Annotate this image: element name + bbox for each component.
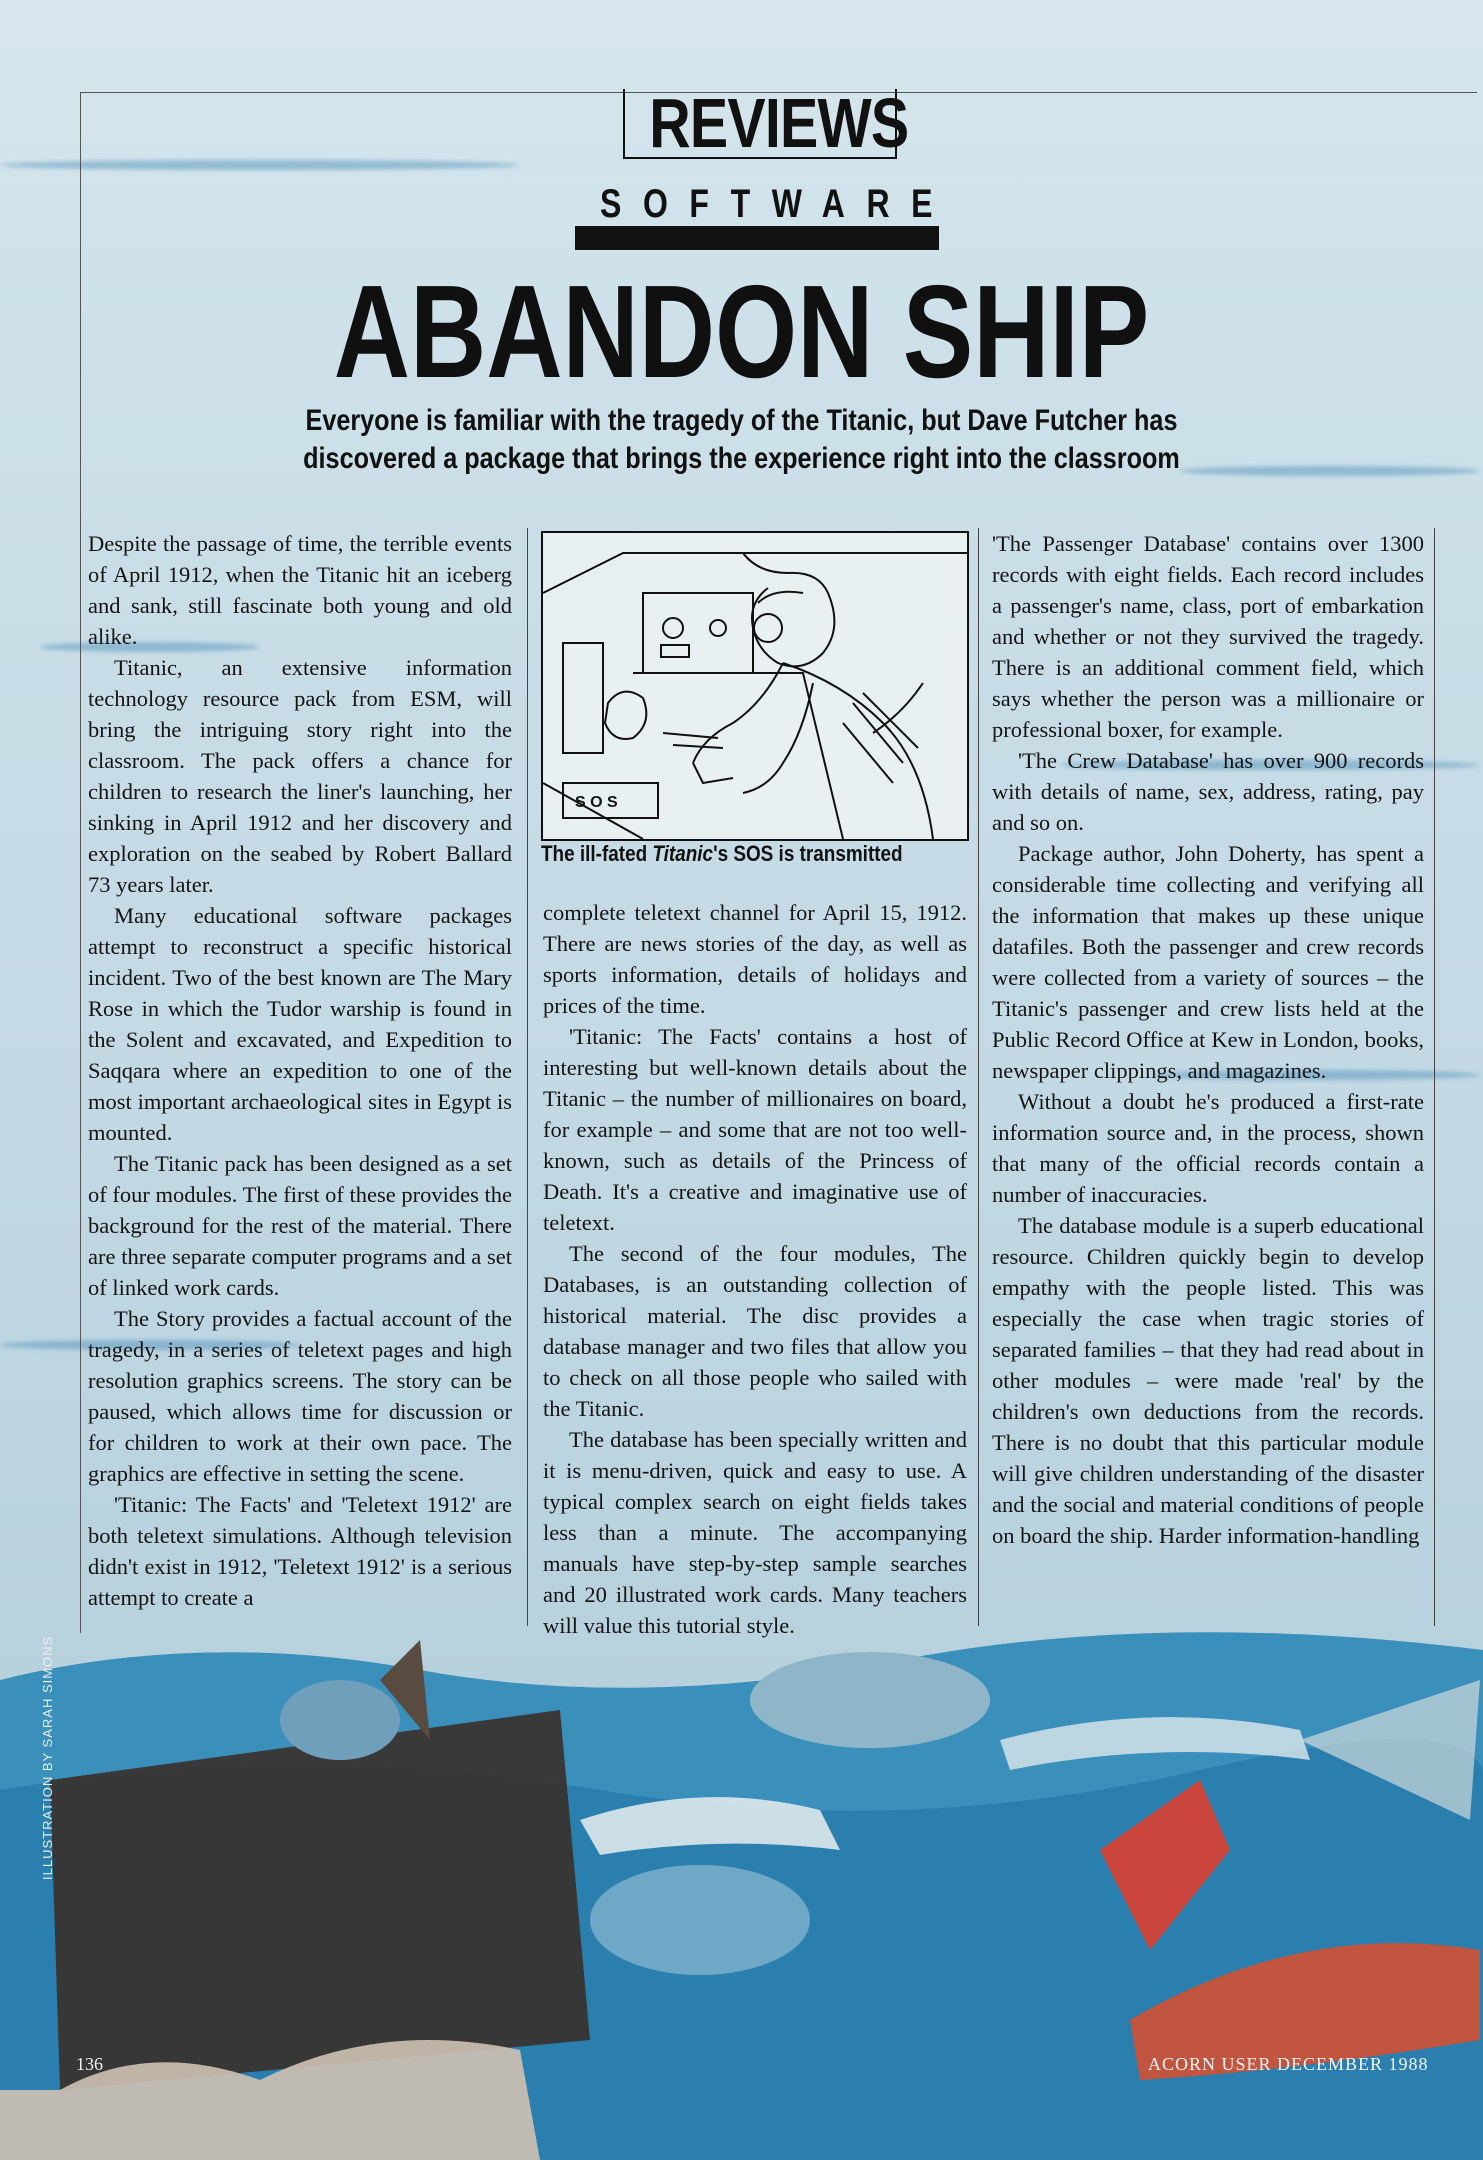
column-rule — [527, 528, 528, 1626]
paragraph: 'The Passenger Database' contains over 1300 records with eight fields. Each record includes a passenger's name, class, port of embarkation and whether or not they survived the tragedy. There is an additional comment field, which says whether the person was a millionaire or professional boxer, for example. — [992, 531, 1424, 742]
radio-operator-drawing — [543, 533, 967, 839]
paragraph: Package author, John Doherty, has spent a considerable time collecting and verifying all the information that makes up these unique datafiles. Both the passenger and crew records were collected from a variety of sources – the Titanic's passenger and crew lists held at the Public Record Office at Kew in London, books, newspaper clippings, and magazines. — [992, 841, 1424, 1083]
paragraph: The Story provides a factual account of the tragedy, in a series of teletext pages and high resolution graphics screens. The story can be paused, which allows time for discussion or for children to work at their own pace. The graphics are effective in setting the scene. — [88, 1306, 512, 1486]
figure-caption: The ill-fated Titanic's SOS is transmitted — [541, 841, 903, 866]
illustration-credit: ILLUSTRATION BY SARAH SIMONS — [40, 1635, 55, 1880]
paragraph: The Titanic pack has been designed as a set of four modules. The first of these provides the background for the rest of the material. There are three separate computer programs and a set of linked work cards. — [88, 1151, 512, 1300]
paragraph: Many educational software packages attempt to reconstruct a specific historical incident. Two of the best known are The Mary Rose in which the Tudor warship is found in the Solent and excavated, and Expedition to Saqqara where an expedition to one of the most important archaeological sites in Egypt is mounted. — [88, 903, 512, 1145]
paragraph: 'The Crew Database' has over 900 records with details of name, sex, address, rating, pay and so on. — [992, 748, 1424, 835]
paragraph: The second of the four modules, The Databases, is an outstanding collection of historical material. The disc provides a database manager and two files that allow you to check on all those people who sailed with the Titanic. — [543, 1241, 967, 1421]
section-title: REVIEWS — [649, 84, 909, 162]
headline: ABANDON SHIP — [333, 258, 1150, 405]
paragraph: Titanic, an extensive information technology resource pack from ESM, will bring the intriguing story right into the classroom. The pack offers a chance for children to research the liner's launching, her sinking in April 1912 and her discovery and exploration on the seabed by Robert Ballard 73 years later. — [88, 655, 512, 897]
standfirst: Everyone is familiar with the tragedy of the Titanic, but Dave Futcher has discovered a package that brings the experience right into the classroom — [303, 404, 1180, 475]
sos-illustration — [541, 531, 969, 841]
paragraph: 'Titanic: The Facts' and 'Teletext 1912' are both teletext simulations. Although television didn't exist in 1912, 'Teletext 1912' is a serious attempt to create a — [88, 1492, 512, 1610]
column-rule — [978, 528, 979, 1626]
paragraph: Despite the passage of time, the terrible events of April 1912, when the Titanic hit an iceberg and sank, still fascinate both young and old alike. — [88, 531, 512, 649]
subsection-bar — [575, 226, 939, 250]
article-column-3 — [992, 528, 1424, 1551]
page-number: 136 — [76, 2054, 103, 2074]
paragraph: complete teletext channel for April 15, 1912. There are news stories of the day, as well as sports information, details of holidays and prices of the time. — [543, 900, 967, 1018]
paragraph: The database has been specially written and it is menu-driven, quick and easy to use. A typical complex search on eight fields takes less than a minute. The accompanying manuals have step-by-step sample searches and 20 illustrated work cards. Many teachers will value this tutorial style. — [543, 1427, 967, 1638]
paragraph: The database module is a superb educational resource. Children quickly begin to develop empathy with the people listed. This was especially the case when tragic stories of separated families – that they had read about in other modules – were made 'real' by the children's own deductions from the records. There is no doubt that this particular module will give children understanding of the disaster and the social and material conditions of people on board the ship. Harder information-handling — [992, 1213, 1424, 1548]
article-column-1 — [88, 528, 512, 1613]
undersea-collage — [0, 1620, 1483, 2160]
subsection-title: SOFTWARE — [600, 182, 955, 226]
paragraph: 'Titanic: The Facts' contains a host of interesting but well-known details about the Titanic – the number of millionaires on board, for example – and some that are not too well-known, such as details of the Princess of Death. It's a creative and imaginative use of teletext. — [543, 1024, 967, 1235]
magazine-issue: ACORN USER DECEMBER 1988 — [1148, 2054, 1429, 2074]
column-rule — [1434, 528, 1435, 1626]
sos-sign: S O S — [575, 794, 618, 811]
paragraph: Without a doubt he's produced a first-rate information source and, in the process, shown that many of the official records contain a number of inaccuracies. — [992, 1089, 1424, 1207]
section-box — [623, 84, 909, 162]
article-column-2 — [543, 897, 967, 1641]
